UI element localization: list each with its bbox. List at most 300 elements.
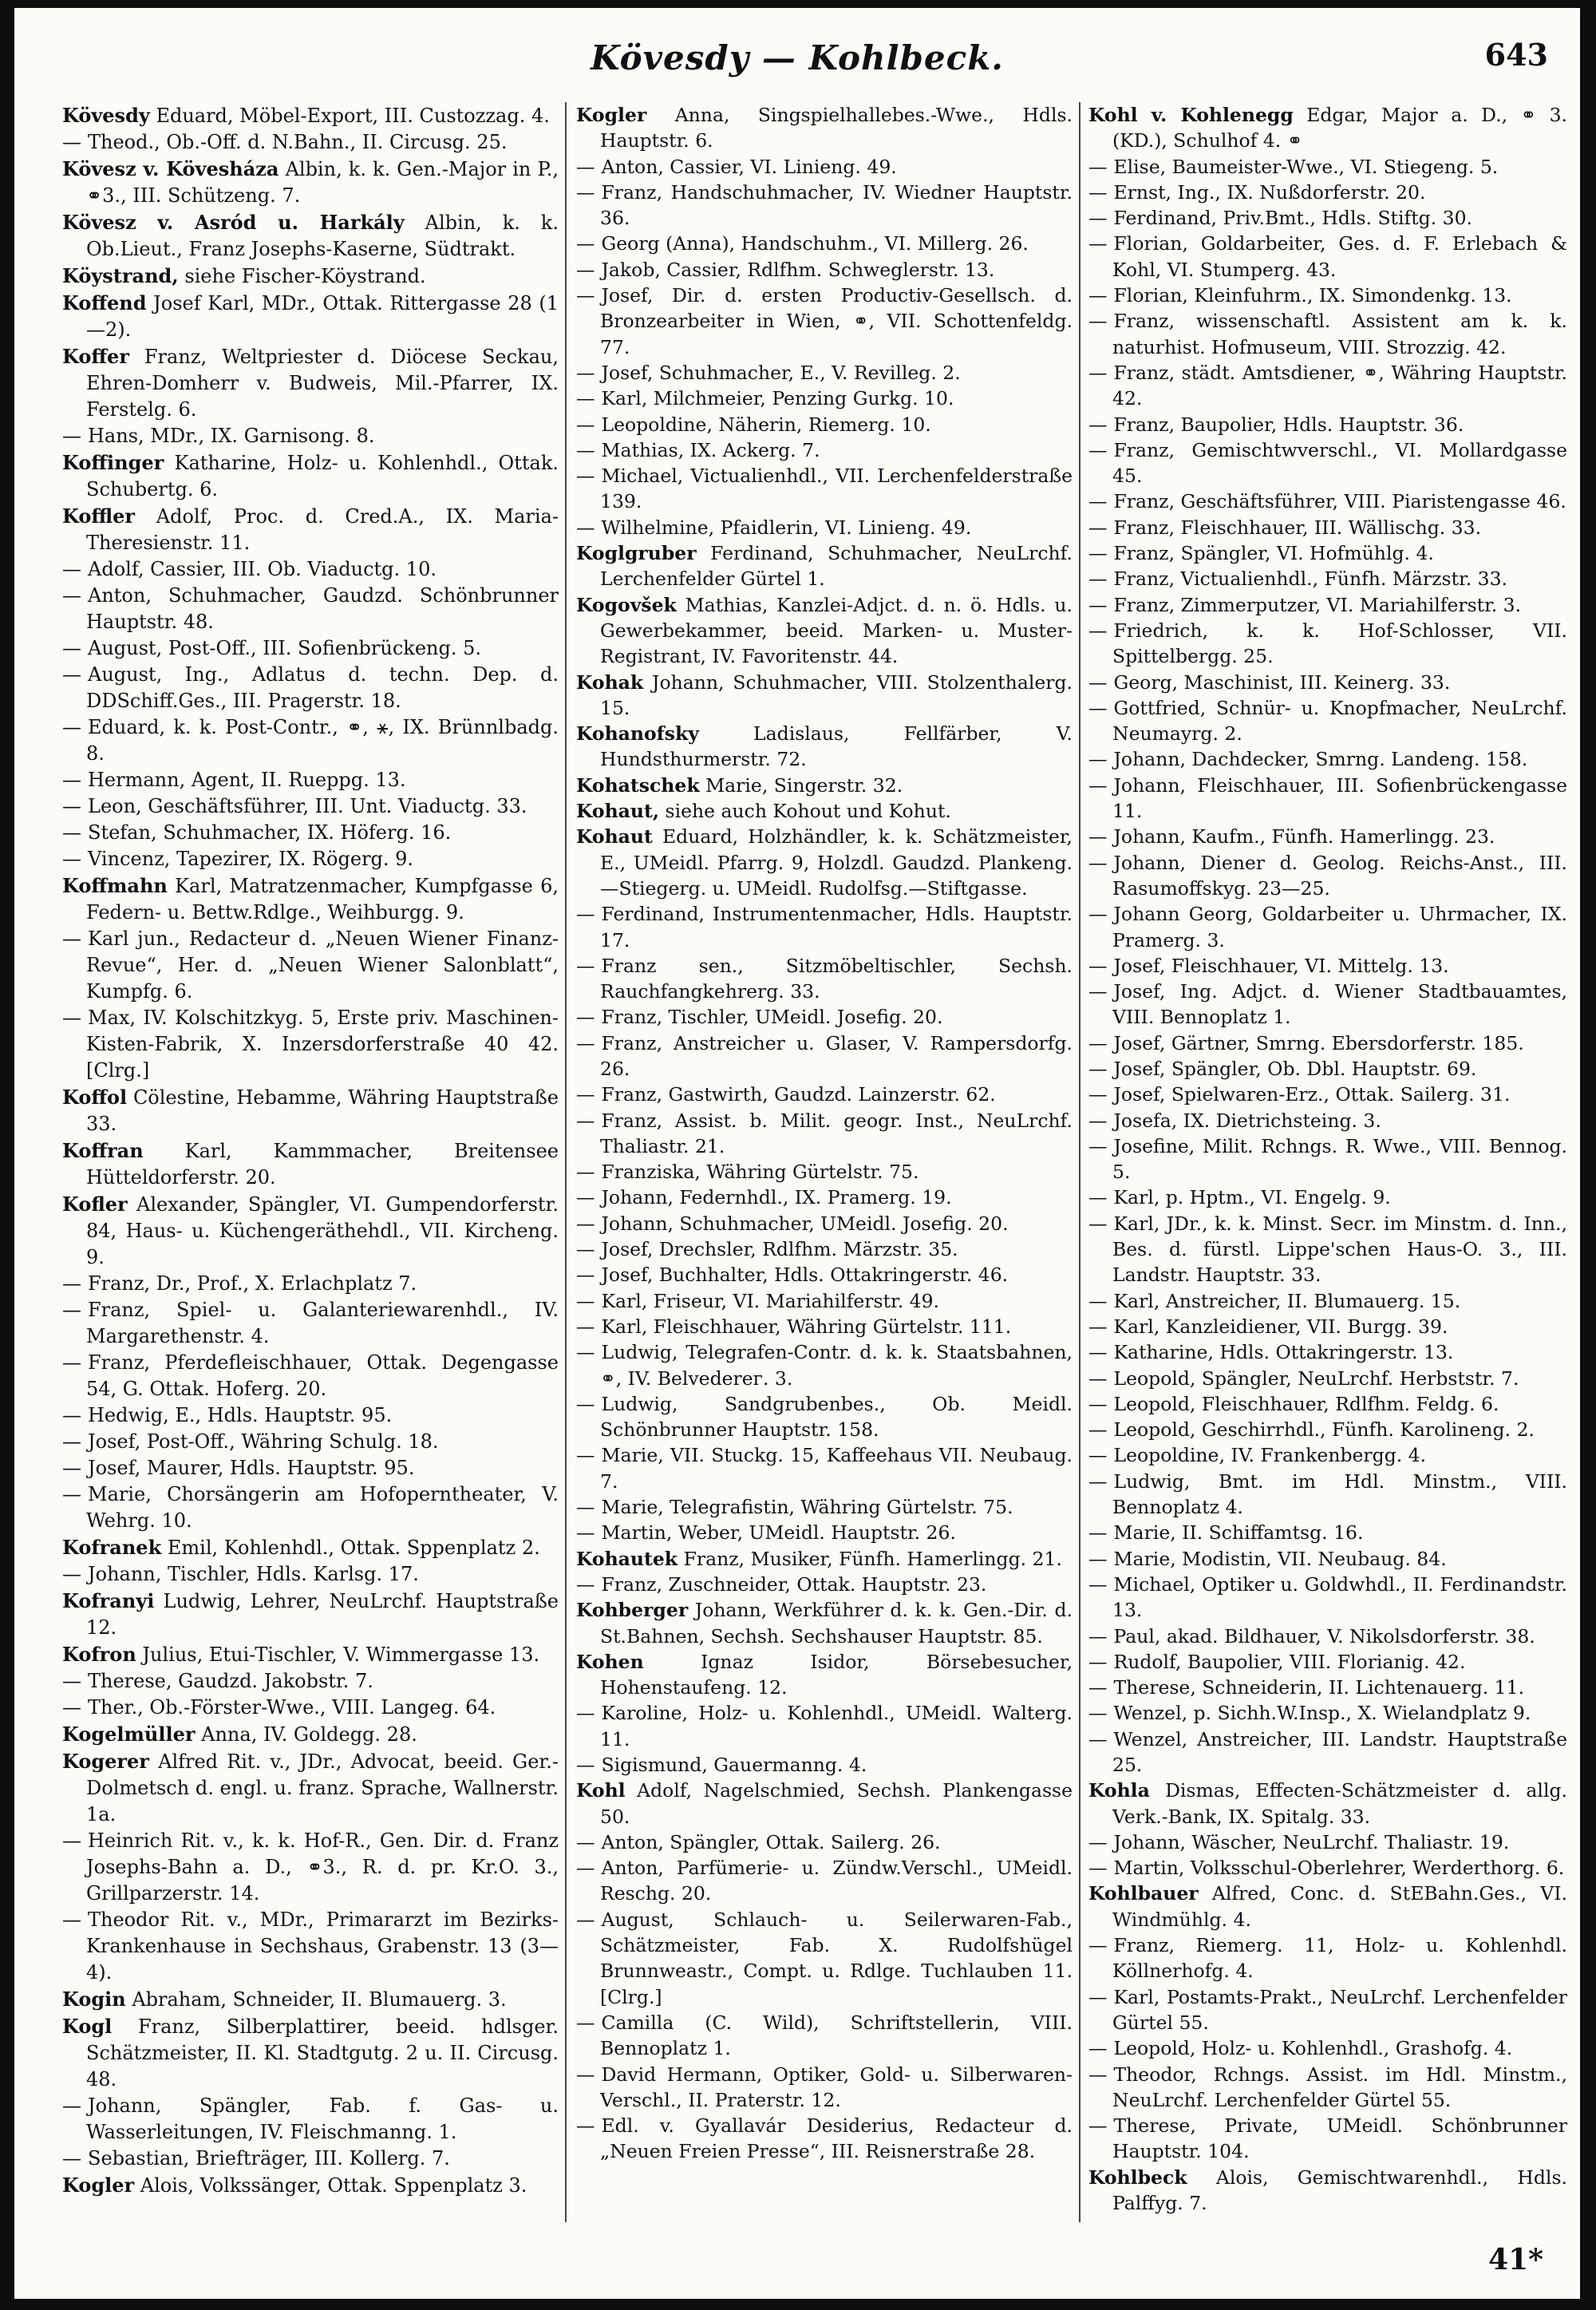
directory-entry	[1088, 670, 1567, 695]
entry-details: Hans, MDr., IX. Garnisong. 8.	[88, 425, 375, 447]
entry-details: Georg, Maschinist, III. Keinerg. 33.	[1113, 670, 1451, 694]
ditto-dash: —	[1088, 1392, 1108, 1415]
directory-entry	[576, 154, 1073, 180]
directory-entry	[576, 1597, 1073, 1649]
entry-details: Anna, Singspielhallebes.-Wwe., Hdls. Hauptstr. 6.	[600, 104, 1073, 152]
directory-entry	[576, 1855, 1073, 1907]
ditto-dash: —	[1088, 954, 1108, 977]
entry-details: Theodor Rit. v., MDr., Primararzt im Bezirks-Krankenhause in Sechshaus, Grabenstr. 13 (3—4).	[86, 1909, 559, 1984]
entry-details: Josefa, IX. Dietrichsteing. 3.	[1113, 1109, 1381, 1132]
entry-details: Florian, Kleinfuhrm., IX. Simondenkg. 13.	[1113, 284, 1512, 307]
entry-details: Adolf, Cassier, III. Ob. Viaductg. 10.	[88, 558, 437, 580]
directory-entry	[576, 1185, 1073, 1210]
entry-details: Franz, Dr., Prof., X. Erlachplatz 7.	[88, 1272, 417, 1295]
entry-details: Anton, Spängler, Ottak. Sailerg. 26.	[601, 1830, 941, 1853]
entry-details: Elise, Baumeister-Wwe., VI. Stiegeng. 5.	[1113, 155, 1499, 178]
running-head: Kövesdy — Kohlbeck.	[591, 38, 1004, 77]
directory-entry	[576, 437, 1073, 463]
directory-entry	[1088, 566, 1567, 591]
entry-details: Rudolf, Baupolier, VIII. Florianig. 42.	[1113, 1650, 1466, 1673]
directory-entry	[576, 1778, 1073, 1829]
entry-surname: Kofron	[62, 1643, 136, 1666]
entry-surname: Kohaut,	[576, 800, 660, 823]
directory-entry	[62, 1191, 559, 1271]
ditto-dash: —	[1088, 2114, 1108, 2138]
ditto-dash: —	[576, 1186, 595, 1209]
entry-details: Stefan, Schuhmacher, IX. Höferg. 16.	[88, 821, 452, 844]
entry-details: Emil, Kohlenhdl., Ottak. Sppenplatz 2.	[167, 1537, 540, 1559]
entry-surname: Koglgruber	[576, 542, 697, 565]
directory-entry	[576, 773, 1073, 798]
entry-details: Franz, Musiker, Fünfh. Hamerlingg. 21.	[683, 1547, 1062, 1570]
entry-details: Leopold, Fleischhauer, Rdlfhm. Feldg. 6.	[1113, 1392, 1499, 1415]
entry-details: Max, IV. Kolschitzkyg. 5, Erste priv. Maschinen-Kisten-Fabrik, X. Inzersdorferstraße 40 42. [Clrg.]	[86, 1007, 559, 1082]
entry-surname: Koffinger	[62, 451, 164, 474]
ditto-dash: —	[576, 1857, 595, 1880]
directory-entry	[576, 412, 1073, 437]
entry-surname: Kohen	[576, 1650, 644, 1673]
ditto-dash: —	[1088, 1341, 1108, 1364]
entry-details: Karl, Postamts-Prakt., NeuLrchf. Lerchenfelder Gürtel 55.	[1112, 1985, 1567, 2034]
entry-details: Alfred Rit. v., JDr., Advocat, beeid. Ger.-Dolmetsch d. engl. u. franz. Sprache, Wallnerstr. 1a.	[86, 1750, 559, 1825]
entry-details: Ludwig, Sandgrubenbes., Ob. Meidl. Schönbrunner Hauptstr. 158.	[600, 1392, 1073, 1442]
directory-entry	[62, 846, 559, 872]
entry-surname: Kohlbeck	[1088, 2166, 1187, 2189]
entry-details: Johann Georg, Goldarbeiter u. Uhrmacher, IX. Pramerg. 3.	[1112, 903, 1567, 951]
entry-details: Johann, Spängler, Fab. f. Gas- u. Wasserleitungen, IV. Fleischmanng. 1.	[86, 2094, 559, 2143]
entry-details: Johann, Federnhdl., IX. Pramerg. 19.	[601, 1186, 952, 1209]
directory-entry	[62, 449, 559, 503]
entry-surname: Kogelmüller	[62, 1723, 196, 1746]
directory-entry	[62, 1137, 559, 1191]
entry-details: August, Ing., Adlatus d. techn. Dep. d. DDSchiff.Ges., III. Pragerstr. 18.	[86, 663, 559, 712]
entry-details: Gottfried, Schnür- u. Knopfmacher, NeuLrchf. Neumayrg. 2.	[1112, 696, 1567, 746]
entry-surname: Koffol	[62, 1086, 128, 1109]
ditto-dash: —	[1088, 1469, 1108, 1493]
ditto-dash: —	[62, 1909, 81, 1931]
directory-entry	[576, 1829, 1073, 1855]
directory-entry	[62, 1429, 559, 1455]
entry-details: Therese, Schneiderin, II. Lichtenauerg. 11.	[1113, 1676, 1525, 1699]
entry-details: Therese, Gaudzd. Jakobstr. 7.	[88, 1670, 373, 1692]
entry-details: Adolf, Proc. d. Cred.A., IX. Maria-Theresienstr. 11.	[86, 505, 559, 554]
entry-surname: Kövesz v. Kövesháza	[62, 157, 279, 180]
directory-entry	[62, 767, 559, 793]
entry-details: Mathias, IX. Ackerg. 7.	[601, 438, 820, 461]
ditto-dash: —	[1088, 1702, 1108, 1725]
entry-details: Ignaz Isidor, Börsebesucher, Hohenstaufeng. 12.	[600, 1650, 1073, 1699]
entry-details: Josef, Fleischhauer, VI. Mittelg. 13.	[1113, 954, 1449, 977]
directory-entry	[576, 2062, 1073, 2114]
ditto-dash: —	[1088, 593, 1108, 616]
ditto-dash: —	[1088, 1031, 1108, 1054]
entry-details: Josef, Dir. d. ersten Productiv-Gesellsch. d. Bronzearbeiter in Wien, ⚭, VII. Schottenfeldg. 77.	[600, 284, 1073, 358]
entry-details: Franz, Pferdefleischhauer, Ottak. Degengasse 54, G. Ottak. Hoferg. 20.	[86, 1351, 559, 1400]
ditto-dash: —	[576, 1521, 595, 1545]
ditto-dash: —	[576, 1702, 595, 1725]
entry-details: siehe Fischer-Köystrand.	[184, 265, 426, 287]
entry-details: Hermann, Agent, II. Rueppg. 13.	[88, 769, 406, 791]
directory-entry	[1088, 1572, 1567, 1624]
entry-surname: Kogin	[62, 1988, 126, 2011]
directory-entry	[576, 1108, 1073, 1160]
ditto-dash: —	[1088, 1444, 1108, 1467]
entry-details: Josef, Drechsler, Rdlfhm. Märzstr. 35.	[601, 1238, 958, 1261]
directory-entry	[62, 1986, 559, 2013]
directory-entry	[1088, 412, 1567, 437]
entry-details: Ludwig, Telegrafen-Contr. d. k. k. Staatsbahnen, ⚭, IV. Belvederег. 3.	[600, 1341, 1073, 1390]
ditto-dash: —	[576, 413, 595, 436]
entry-details: Michael, Victualienhdl., VII. Lerchenfelderstraße 139.	[600, 465, 1073, 513]
entry-details: Edl. v. Gyallavár Desiderius, Redacteur d. „Neuen Freien Presse“, III. Reisnerstraße 28.	[600, 2114, 1073, 2163]
entry-details: Karl, JDr., k. k. Minst. Secr. im Minstm. d. Inn., Bes. d. fürstl. Lippe'schen Haus-O. 3., III. Landstr. Hauptstr. 33.	[1112, 1212, 1567, 1287]
entry-details: Karl, Kanzleidiener, VII. Burgg. 39.	[1113, 1315, 1448, 1338]
entry-surname: Kohlbauer	[1088, 1882, 1199, 1905]
directory-entry	[576, 1339, 1073, 1391]
directory-entry	[62, 926, 559, 1005]
entry-details: Wenzel, Anstreicher, III. Landstr. Hauptstraße 25.	[1112, 1727, 1567, 1776]
directory-entry	[576, 953, 1073, 1005]
directory-entry	[62, 1297, 559, 1350]
ditto-dash: —	[1088, 284, 1108, 307]
page-number: 643	[1484, 37, 1548, 73]
column-divider	[565, 102, 567, 2222]
entry-details: Josef, Maurer, Hdls. Hauptstr. 95.	[88, 1457, 415, 1479]
ditto-dash: —	[576, 1006, 595, 1029]
entry-surname: Kohaut	[576, 825, 653, 848]
directory-entry	[1088, 1056, 1567, 1082]
directory-entry	[576, 257, 1073, 283]
directory-entry	[62, 102, 559, 129]
ditto-dash: —	[576, 1238, 595, 1261]
directory-entry	[62, 1534, 559, 1561]
directory-entry	[576, 901, 1073, 953]
ditto-dash: —	[1088, 1083, 1108, 1106]
ditto-dash: —	[576, 1908, 595, 1931]
ditto-dash: —	[1088, 1289, 1108, 1312]
directory-entry	[576, 592, 1073, 670]
ditto-dash: —	[62, 1351, 81, 1374]
entry-details: Edgar, Major a. D., ⚭ 3. (KD.), Schulhof 4. ⚭	[1112, 104, 1567, 152]
ditto-dash: —	[1088, 180, 1108, 204]
entry-details: Alois, Volkssänger, Ottak. Sppenplatz 3.	[140, 2174, 527, 2197]
ditto-dash: —	[1088, 670, 1108, 694]
directory-entry	[576, 463, 1073, 515]
directory-entry	[576, 1907, 1073, 2010]
entry-details: Josef, Spielwaren-Erz., Ottak. Sailerg. 31.	[1113, 1083, 1511, 1106]
entry-details: Marie, VII. Stuckg. 15, Kaffeehaus VII. Neubaug. 7.	[600, 1444, 1073, 1493]
ditto-dash: —	[62, 1457, 81, 1479]
entry-details: Martin, Volksschul-Oberlehrer, Werderthorg. 6.	[1113, 1857, 1565, 1880]
directory-entry	[1088, 592, 1567, 618]
directory-entry	[1088, 102, 1567, 154]
entry-details: Florian, Goldarbeiter, Ges. d. F. Erlebach & Kohl, VI. Stumperg. 43.	[1112, 232, 1567, 281]
entry-details: Leopold, Spängler, NeuLrchf. Herbststr. 7.	[1113, 1367, 1519, 1390]
ditto-dash: —	[1088, 748, 1108, 771]
entry-details: Ernst, Ing., IX. Nußdorferstr. 20.	[1113, 180, 1426, 204]
directory-entry	[1088, 1778, 1567, 1829]
directory-entry	[62, 872, 559, 926]
directory-entry	[1088, 1339, 1567, 1365]
entry-details: Franz, Geschäftsführer, VIII. Piaristengasse 46.	[1113, 490, 1566, 513]
directory-entry	[1088, 1288, 1567, 1314]
entry-details: Ther., Ob.-Förster-Wwe., VIII. Langeg. 64.	[88, 1696, 496, 1719]
column-left	[62, 102, 559, 2227]
entry-details: Friedrich, k. k. Hof-Schlosser, VII. Spittelbergg. 25.	[1112, 619, 1567, 668]
entry-details: Josef, Schuhmacher, E., V. Revilleg. 2.	[601, 361, 961, 384]
ditto-dash: —	[576, 1315, 595, 1338]
directory-entry	[1088, 1624, 1567, 1649]
column-right	[1088, 102, 1567, 2227]
ditto-dash: —	[1088, 1572, 1108, 1596]
entry-details: Johann, Dachdecker, Smrng. Landeng. 158.	[1113, 748, 1528, 771]
entry-details: Georg (Anna), Handschuhm., VI. Millerg. 26.	[601, 232, 1029, 255]
ditto-dash: —	[576, 1289, 595, 1312]
directory-entry	[576, 1546, 1073, 1572]
directory-entry	[1088, 2062, 1567, 2114]
directory-entry	[1088, 1391, 1567, 1417]
entry-details: Katharine, Holz- u. Kohlenhdl., Ottak. Schubertg. 6.	[86, 452, 559, 500]
ditto-dash: —	[576, 465, 595, 488]
ditto-dash: —	[1088, 1676, 1108, 1699]
entry-details: Johann, Schuhmacher, UMeidl. Josefig. 20.	[601, 1212, 1009, 1235]
directory-entry	[576, 1030, 1073, 1082]
entry-surname: Kohak	[576, 670, 644, 694]
ditto-dash: —	[62, 769, 81, 791]
ditto-dash: —	[576, 1161, 595, 1184]
directory-entry	[62, 820, 559, 846]
directory-entry	[1088, 1700, 1567, 1726]
entry-details: Abraham, Schneider, II. Blumauerg. 3.	[132, 1988, 507, 2011]
ditto-dash: —	[576, 1496, 595, 1519]
entry-details: Johann, Fleischhauer, III. Sofienbrückengasse 11.	[1112, 773, 1567, 823]
directory-entry	[576, 283, 1073, 360]
entry-details: Leopold, Holz- u. Kohlenhdl., Grashofg. 4.	[1113, 2037, 1513, 2060]
ditto-dash: —	[1088, 773, 1108, 797]
entry-details: Sigismund, Gauermanng. 4.	[601, 1754, 867, 1776]
ditto-dash: —	[1088, 1367, 1108, 1390]
directory-entry	[1088, 1855, 1567, 1881]
entry-details: Franz, Fleischhauer, III. Wällischg. 33.	[1113, 516, 1482, 539]
directory-entry	[576, 824, 1073, 901]
directory-entry	[62, 2172, 559, 2199]
directory-entry	[1088, 489, 1567, 514]
ditto-dash: —	[62, 1563, 81, 1585]
ditto-dash: —	[576, 284, 595, 307]
directory-entry	[576, 1520, 1073, 1545]
entry-details: Josef Karl, MDr., Ottak. Rittergasse 28 (1—2).	[86, 292, 559, 341]
ditto-dash: —	[576, 1083, 595, 1106]
ditto-dash: —	[62, 131, 81, 153]
entry-details: Johann, Diener d. Geolog. Reichs-Anst., III. Rasumoffskyg. 23—25.	[1112, 851, 1567, 900]
entry-details: Eduard, Holzhändler, k. k. Schätzmeister, E., UMeidl. Pfarrg. 9, Holzdl. Gaudzd. Plankeng.—Stiegerg. u. UMeidl. Rudolfsg.—Stiftgasse.	[600, 825, 1073, 900]
entry-details: Franz, Baupolier, Hdls. Hauptstr. 36.	[1113, 413, 1464, 436]
ditto-dash: —	[576, 258, 595, 281]
entry-details: Hedwig, E., Hdls. Hauptstr. 95.	[88, 1404, 393, 1426]
entry-details: Karl, Milchmeier, Penzing Gurkg. 10.	[601, 387, 954, 410]
signature-mark: 41*	[1488, 2243, 1543, 2276]
ditto-dash: —	[1088, 1109, 1108, 1132]
ditto-dash: —	[62, 584, 81, 607]
directory-entry	[1088, 231, 1567, 283]
entry-details: Johann, Wäscher, NeuLrchf. Thaliastr. 19.	[1113, 1830, 1510, 1853]
directory-entry	[1088, 979, 1567, 1030]
entry-surname: Kövesz v. Asród u. Harkály	[62, 211, 405, 234]
entry-details: Johann, Schuhmacher, VIII. Stolzenthalerg. 15.	[600, 670, 1073, 719]
ditto-dash: —	[1088, 1418, 1108, 1442]
entry-details: Karoline, Holz- u. Kohlenhdl., UMeidl. Walterg. 11.	[600, 1702, 1073, 1750]
directory-entry	[1088, 360, 1567, 412]
ditto-dash: —	[62, 558, 81, 580]
column-divider	[1079, 102, 1080, 2222]
entry-details: Ladislaus, Fellfärber, V. Hundsthurmerstr. 72.	[600, 722, 1073, 771]
directory-entry	[1088, 824, 1567, 849]
entry-details: Karl, Fleischhauer, Währing Gürtelstr. 111.	[601, 1315, 1012, 1338]
entry-details: Franziska, Währing Gürtelstr. 75.	[601, 1161, 919, 1184]
entry-details: Johann, Tischler, Hdls. Karlsg. 17.	[88, 1563, 419, 1585]
directory-entry	[1088, 2113, 1567, 2165]
entry-details: August, Schlauch- u. Seilerwaren-Fab., Schätzmeister, Fab. X. Rudolfshügel Brunnweastr., Compt. u. Rdlge. Tuchlauben 11. [Clrg.]	[600, 1908, 1073, 2008]
directory-entry	[1088, 618, 1567, 670]
directory-entry	[1088, 1082, 1567, 1107]
directory-entry	[1088, 437, 1567, 489]
entry-details: Alois, Gemischtwarenhdl., Hdls. Palffyg. 7.	[1112, 2166, 1567, 2215]
entry-details: Leon, Geschäftsführer, III. Unt. Viaductg. 33.	[88, 795, 527, 817]
directory-entry	[62, 1721, 559, 1748]
directory-entry	[1088, 746, 1567, 772]
directory-entry	[576, 1082, 1073, 1107]
entry-surname: Kohl	[576, 1779, 626, 1802]
entry-details: Dismas, Effecten-Schätzmeister d. allg. Verk.-Bank, IX. Spitalg. 33.	[1112, 1779, 1567, 1828]
directory-entry	[62, 635, 559, 662]
entry-surname: Kofranek	[62, 1536, 162, 1559]
directory-entry	[62, 1402, 559, 1429]
directory-entry	[62, 1005, 559, 1084]
directory-entry	[1088, 1984, 1567, 2036]
entry-details: Paul, akad. Bildhauer, V. Nikolsdorferstr. 38.	[1113, 1624, 1535, 1647]
entry-details: Franz, Tischler, UMeidl. Josefig. 20.	[601, 1006, 943, 1029]
entry-details: Karl, Friseur, VI. Mariahilferstr. 49.	[601, 1289, 940, 1312]
entry-surname: Kofler	[62, 1193, 128, 1216]
directory-entry	[62, 583, 559, 635]
directory-entry	[62, 2146, 559, 2172]
directory-entry	[1088, 154, 1567, 180]
entry-details: Karl, Kammmacher, Breitensee Hütteldorferstr. 20.	[86, 1140, 559, 1189]
entry-details: Theod., Ob.-Off. d. N.Bahn., II. Circusg. 25.	[88, 131, 508, 153]
entry-details: Anton, Schuhmacher, Gaudzd. Schönbrunner Hauptstr. 48.	[86, 584, 559, 633]
entry-details: Franz sen., Sitzmöbeltischler, Sechsh. Rauchfangkehrerg. 33.	[600, 954, 1073, 1003]
ditto-dash: —	[576, 2011, 595, 2034]
entry-details: Franz, Anstreicher u. Glaser, V. Rampersdorfg. 26.	[600, 1031, 1073, 1080]
entry-details: Michael, Optiker u. Goldwhdl., II. Ferdinandstr. 13.	[1112, 1572, 1567, 1622]
ditto-dash: —	[62, 716, 81, 738]
directory-entry	[576, 102, 1073, 154]
ditto-dash: —	[1088, 825, 1108, 848]
directory-entry	[62, 290, 559, 343]
entry-details: Franz, wissenschaftl. Assistent am k. k. naturhist. Hofmuseum, VIII. Strozzig. 42.	[1112, 310, 1567, 358]
entry-details: Jakob, Cassier, Rdlfhm. Schweglerstr. 13.	[601, 258, 995, 281]
directory-page	[14, 8, 1580, 2299]
directory-entry	[576, 670, 1073, 722]
entry-details: Therese, Private, UMeidl. Schönbrunner Hauptstr. 104.	[1112, 2114, 1567, 2163]
entry-surname: Kohberger	[576, 1599, 689, 1622]
ditto-dash: —	[1088, 1857, 1108, 1880]
directory-entry	[1088, 1185, 1567, 1210]
ditto-dash: —	[576, 1212, 595, 1235]
directory-entry	[1088, 1469, 1567, 1521]
ditto-dash: —	[62, 1007, 81, 1029]
entry-details: Johann, Werkführer d. k. k. Gen.-Dir. d. St.Bahnen, Sechsh. Sechshauser Hauptstr. 85.	[600, 1599, 1073, 1647]
directory-entry	[62, 1084, 559, 1137]
entry-details: Franz, Assist. b. Milit. geogr. Inst., NeuLrchf. Thaliastr. 21.	[600, 1109, 1073, 1157]
entry-surname: Koffmahn	[62, 874, 168, 897]
entry-surname: Kohatschek	[576, 773, 700, 797]
page-header	[14, 8, 1580, 104]
entry-details: Franz, Zuschneider, Ottak. Hauptstr. 23.	[601, 1572, 987, 1596]
directory-entry	[1088, 2165, 1567, 2217]
entry-details: Martin, Weber, UMeidl. Hauptstr. 26.	[601, 1521, 956, 1545]
directory-entry	[576, 1288, 1073, 1314]
entry-surname: Kohautek	[576, 1547, 678, 1570]
directory-entry	[62, 556, 559, 583]
entry-details: Eduard, Möbel-Export, III. Custozzag. 4.	[156, 105, 550, 127]
directory-entry	[62, 662, 559, 714]
directory-entry	[62, 1561, 559, 1588]
directory-entry	[576, 2113, 1073, 2165]
ditto-dash: —	[1088, 361, 1108, 384]
directory-entry	[576, 1649, 1073, 1701]
ditto-dash: —	[62, 1299, 81, 1321]
entry-details: Marie, Telegrafistin, Währing Gürtelstr. 75.	[601, 1496, 1013, 1519]
entry-surname: Kofranyi	[62, 1589, 155, 1612]
ditto-dash: —	[1088, 619, 1108, 642]
entry-details: Franz, städt. Amtsdiener, ⚭, Währing Hauptstr. 42.	[1112, 361, 1567, 410]
directory-entry	[62, 1481, 559, 1534]
directory-entry	[62, 1641, 559, 1668]
directory-entry	[62, 423, 559, 449]
directory-entry	[62, 1588, 559, 1641]
ditto-dash: —	[1088, 2063, 1108, 2086]
entry-details: Adolf, Nagelschmied, Sechsh. Plankengasse 50.	[600, 1779, 1073, 1828]
entry-details: Alfred, Conc. d. StEBahn.Ges., VI. Windmühlg. 4.	[1112, 1882, 1567, 1931]
entry-details: Albin, k. k. Gen.-Major in P., ⚭3., III. Schützeng. 7.	[86, 158, 559, 207]
ditto-dash: —	[1088, 1985, 1108, 2008]
entry-details: Eduard, k. k. Post-Contr., ⚭, ⚹, IX. Brünnlbadg. 8.	[86, 716, 559, 765]
entry-details: Franz, Spängler, VI. Hofmühlg. 4.	[1113, 542, 1434, 565]
entry-details: Leopold, Geschirrhdl., Fünfh. Karolineng. 2.	[1113, 1418, 1535, 1442]
ditto-dash: —	[576, 1109, 595, 1132]
ditto-dash: —	[576, 387, 595, 410]
entry-details: Josefine, Milit. Rchngs. R. Wwe., VIII. Bennog. 5.	[1112, 1134, 1567, 1184]
ditto-dash: —	[62, 1430, 81, 1453]
ditto-dash: —	[62, 637, 81, 659]
ditto-dash: —	[576, 516, 595, 539]
directory-entry	[62, 1271, 559, 1297]
ditto-dash: —	[62, 1670, 81, 1692]
entry-details: Josef, Ing. Adjct. d. Wiener Stadtbauamtes, VIII. Bennoplatz 1.	[1112, 980, 1567, 1029]
directory-entry	[576, 1391, 1073, 1443]
ditto-dash: —	[576, 438, 595, 461]
directory-entry	[1088, 1417, 1567, 1442]
entry-surname: Kogovšek	[576, 593, 677, 616]
ditto-dash: —	[576, 1341, 595, 1364]
directory-entry	[1088, 180, 1567, 205]
ditto-dash: —	[1088, 490, 1108, 513]
directory-entry	[576, 540, 1073, 592]
entry-details: Marie, II. Schiffamtsg. 16.	[1113, 1521, 1364, 1545]
directory-entry	[1088, 901, 1567, 953]
directory-entry	[1088, 1030, 1567, 1056]
